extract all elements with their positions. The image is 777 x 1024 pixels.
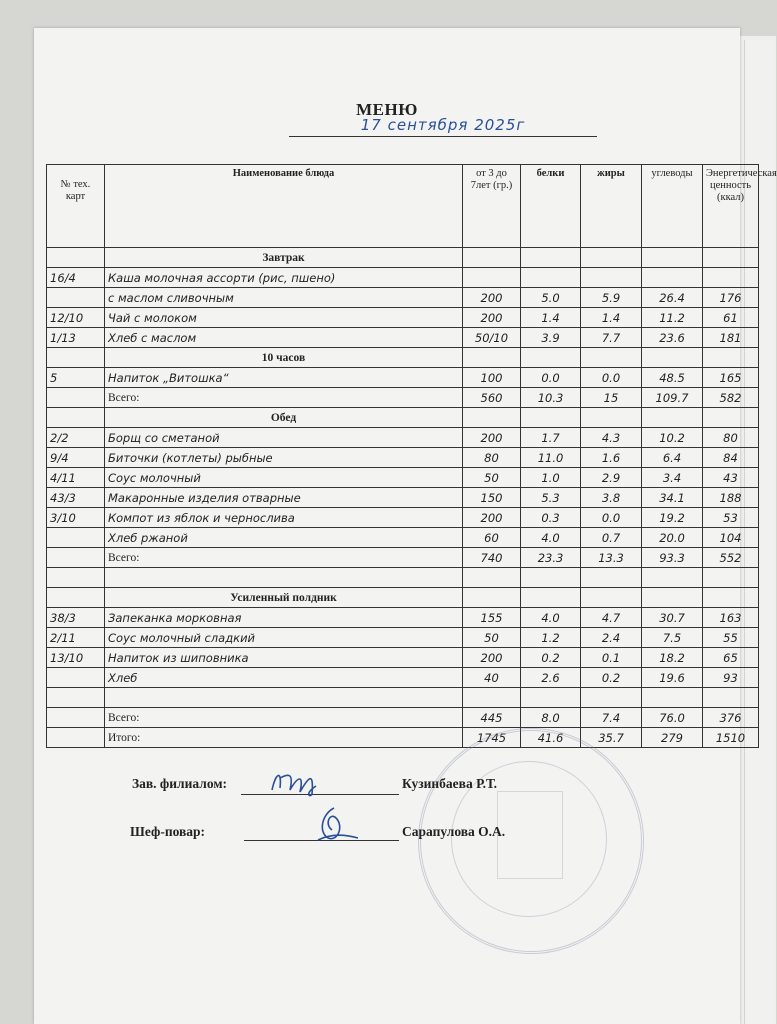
chef-label: Шеф-повар: — [130, 824, 206, 839]
tech-card-number — [47, 668, 105, 688]
table-row — [47, 268, 759, 288]
chef-handwritten-signature — [304, 804, 364, 844]
blank-row — [47, 568, 759, 588]
empty-cell — [642, 588, 703, 608]
energy-value: 80 — [703, 428, 759, 448]
tech-card-number: 2/2 — [47, 428, 105, 448]
energy-value: 176 — [703, 288, 759, 308]
fat-value: 5.9 — [581, 288, 642, 308]
empty-cell — [581, 688, 642, 708]
tech-card-number: 13/10 — [47, 648, 105, 668]
empty-cell — [581, 348, 642, 368]
table-header-row — [47, 165, 759, 248]
empty-cell — [463, 588, 521, 608]
carbs-value: 19.6 — [642, 668, 703, 688]
fat-value: 7.7 — [581, 328, 642, 348]
protein-value: 0.0 — [521, 368, 581, 388]
total-energy: 376 — [703, 708, 759, 728]
round-seal-stamp — [418, 728, 644, 954]
energy-value: 84 — [703, 448, 759, 468]
empty-cell — [581, 248, 642, 268]
portion-value: 50 — [463, 468, 521, 488]
empty-cell — [703, 248, 759, 268]
energy-value: 53 — [703, 508, 759, 528]
menu-date: 17 сентября 2025г — [360, 116, 526, 134]
empty-cell — [703, 348, 759, 368]
total-row — [47, 548, 759, 568]
protein-value — [521, 268, 581, 288]
tech-card-number — [47, 528, 105, 548]
empty-cell — [463, 408, 521, 428]
dish-name: с маслом сливочным — [105, 288, 463, 308]
dish-name: Компот из яблок и чернослива — [105, 508, 463, 528]
portion-value: 200 — [463, 288, 521, 308]
section-title: 10 часов — [105, 348, 463, 368]
empty-cell — [521, 688, 581, 708]
fat-value: 2.4 — [581, 628, 642, 648]
empty-cell — [581, 568, 642, 588]
empty-cell — [581, 588, 642, 608]
protein-value: 5.0 — [521, 288, 581, 308]
carbs-value: 20.0 — [642, 528, 703, 548]
energy-value: 188 — [703, 488, 759, 508]
empty-cell — [521, 568, 581, 588]
carbs-value: 6.4 — [642, 448, 703, 468]
total-label: Всего: — [105, 388, 463, 408]
table-row — [47, 668, 759, 688]
dish-name: Макаронные изделия отварные — [105, 488, 463, 508]
portion-value — [463, 268, 521, 288]
empty-cell — [463, 348, 521, 368]
fat-value: 4.7 — [581, 608, 642, 628]
total-portion: 1745 — [463, 728, 521, 748]
total-row — [47, 388, 759, 408]
total-portion: 445 — [463, 708, 521, 728]
fat-value: 0.0 — [581, 508, 642, 528]
energy-value — [703, 268, 759, 288]
protein-value: 2.6 — [521, 668, 581, 688]
carbs-value — [642, 268, 703, 288]
fat-value: 1.6 — [581, 448, 642, 468]
table-row — [47, 508, 759, 528]
tech-card-number: 5 — [47, 368, 105, 388]
carbs-value: 19.2 — [642, 508, 703, 528]
table-row — [47, 488, 759, 508]
empty-cell — [521, 248, 581, 268]
menu-table — [46, 164, 777, 748]
total-energy: 552 — [703, 548, 759, 568]
tech-card-number: 16/4 — [47, 268, 105, 288]
total-row — [47, 708, 759, 728]
tech-card-number: 43/3 — [47, 488, 105, 508]
carbs-value: 30.7 — [642, 608, 703, 628]
tech-card-number: 1/13 — [47, 328, 105, 348]
fat-value: 0.2 — [581, 668, 642, 688]
carbs-value: 11.2 — [642, 308, 703, 328]
empty-cell — [105, 568, 463, 588]
section-card-cell — [47, 248, 105, 268]
empty-cell — [105, 688, 463, 708]
protein-value: 11.0 — [521, 448, 581, 468]
empty-cell — [521, 588, 581, 608]
empty-cell — [47, 568, 105, 588]
empty-cell — [642, 408, 703, 428]
protein-value: 1.0 — [521, 468, 581, 488]
energy-value: 65 — [703, 648, 759, 668]
total-fat: 35.7 — [581, 728, 642, 748]
table-row — [47, 628, 759, 648]
empty-cell — [642, 688, 703, 708]
head-of-branch-label: Зав. филиалом: — [132, 776, 228, 791]
empty-cell — [463, 568, 521, 588]
empty-cell — [47, 388, 105, 408]
energy-value: 93 — [703, 668, 759, 688]
portion-value: 60 — [463, 528, 521, 548]
tech-card-number: 9/4 — [47, 448, 105, 468]
carbs-value: 48.5 — [642, 368, 703, 388]
energy-value: 61 — [703, 308, 759, 328]
blank-row — [47, 688, 759, 708]
energy-value: 163 — [703, 608, 759, 628]
carbs-value: 18.2 — [642, 648, 703, 668]
carbs-value: 7.5 — [642, 628, 703, 648]
empty-cell — [521, 408, 581, 428]
portion-value: 50 — [463, 628, 521, 648]
total-protein: 41.6 — [521, 728, 581, 748]
total-energy: 582 — [703, 388, 759, 408]
portion-value: 50/10 — [463, 328, 521, 348]
carbs-value: 10.2 — [642, 428, 703, 448]
portion-value: 200 — [463, 428, 521, 448]
portion-value: 80 — [463, 448, 521, 468]
total-label: Всего: — [105, 548, 463, 568]
dish-name: Хлеб ржаной — [105, 528, 463, 548]
header-dish-name: Наименование блюда — [105, 165, 463, 248]
table-row — [47, 428, 759, 448]
energy-value: 55 — [703, 628, 759, 648]
tech-card-number: 3/10 — [47, 508, 105, 528]
section-card-cell — [47, 408, 105, 428]
total-row — [47, 728, 759, 748]
tech-card-number: 38/3 — [47, 608, 105, 628]
empty-cell — [521, 348, 581, 368]
table-row — [47, 528, 759, 548]
carbs-value: 23.6 — [642, 328, 703, 348]
fat-value: 1.4 — [581, 308, 642, 328]
carbs-value: 3.4 — [642, 468, 703, 488]
tech-card-number: 4/11 — [47, 468, 105, 488]
fat-value: 2.9 — [581, 468, 642, 488]
total-protein: 10.3 — [521, 388, 581, 408]
protein-value: 4.0 — [521, 608, 581, 628]
section-row — [47, 248, 759, 268]
protein-value: 1.2 — [521, 628, 581, 648]
section-card-cell — [47, 348, 105, 368]
section-title: Усиленный полдник — [105, 588, 463, 608]
total-carbs: 93.3 — [642, 548, 703, 568]
empty-cell — [47, 688, 105, 708]
dish-name: Хлеб с маслом — [105, 328, 463, 348]
section-title: Завтрак — [105, 248, 463, 268]
fat-value: 0.7 — [581, 528, 642, 548]
total-label: Итого: — [105, 728, 463, 748]
total-carbs: 109.7 — [642, 388, 703, 408]
empty-cell — [703, 408, 759, 428]
empty-cell — [47, 708, 105, 728]
carbs-value: 26.4 — [642, 288, 703, 308]
empty-cell — [463, 688, 521, 708]
head-handwritten-signature — [264, 764, 344, 798]
header-tech-card: № тех. карт — [47, 165, 105, 248]
portion-value: 200 — [463, 648, 521, 668]
fat-value: 0.0 — [581, 368, 642, 388]
empty-cell — [642, 248, 703, 268]
dish-name: Соус молочный — [105, 468, 463, 488]
protein-value: 5.3 — [521, 488, 581, 508]
portion-value: 100 — [463, 368, 521, 388]
menu-table-body — [47, 248, 759, 748]
section-row — [47, 408, 759, 428]
empty-cell — [642, 568, 703, 588]
header-carbs: углеводы — [642, 165, 703, 248]
dish-name: Чай с молоком — [105, 308, 463, 328]
portion-value: 155 — [463, 608, 521, 628]
dish-name: Хлеб — [105, 668, 463, 688]
dish-name: Каша молочная ассорти (рис, пшено) — [105, 268, 463, 288]
empty-cell — [47, 728, 105, 748]
tech-card-number: 12/10 — [47, 308, 105, 328]
date-underline — [289, 136, 597, 137]
protein-value: 0.3 — [521, 508, 581, 528]
protein-value: 1.4 — [521, 308, 581, 328]
protein-value: 1.7 — [521, 428, 581, 448]
total-portion: 740 — [463, 548, 521, 568]
fat-value: 3.8 — [581, 488, 642, 508]
fat-value: 4.3 — [581, 428, 642, 448]
dish-name: Борщ со сметаной — [105, 428, 463, 448]
chef-name: Сарапулова О.А. — [402, 824, 506, 839]
portion-value: 200 — [463, 508, 521, 528]
carbs-value: 34.1 — [642, 488, 703, 508]
header-fat: жиры — [581, 165, 642, 248]
dish-name: Запеканка морковная — [105, 608, 463, 628]
total-fat: 7.4 — [581, 708, 642, 728]
empty-cell — [642, 348, 703, 368]
total-fat: 15 — [581, 388, 642, 408]
energy-value: 104 — [703, 528, 759, 548]
portion-value: 200 — [463, 308, 521, 328]
total-portion: 560 — [463, 388, 521, 408]
empty-cell — [463, 248, 521, 268]
table-row — [47, 448, 759, 468]
empty-cell — [47, 548, 105, 568]
section-row — [47, 588, 759, 608]
empty-cell — [703, 688, 759, 708]
section-card-cell — [47, 588, 105, 608]
fat-value — [581, 268, 642, 288]
fat-value: 0.1 — [581, 648, 642, 668]
table-row — [47, 608, 759, 628]
energy-value: 43 — [703, 468, 759, 488]
empty-cell — [703, 588, 759, 608]
total-carbs: 279 — [642, 728, 703, 748]
tech-card-number — [47, 288, 105, 308]
total-label: Всего: — [105, 708, 463, 728]
table-row — [47, 288, 759, 308]
document-title: МЕНЮ — [356, 100, 418, 119]
table-row — [47, 308, 759, 328]
head-of-branch-name: Кузинбаева Р.Т. — [402, 776, 498, 791]
tech-card-number: 2/11 — [47, 628, 105, 648]
total-carbs: 76.0 — [642, 708, 703, 728]
total-protein: 8.0 — [521, 708, 581, 728]
total-protein: 23.3 — [521, 548, 581, 568]
section-title: Обед — [105, 408, 463, 428]
empty-cell — [703, 568, 759, 588]
empty-cell — [581, 408, 642, 428]
portion-value: 40 — [463, 668, 521, 688]
table-row — [47, 468, 759, 488]
portion-value: 150 — [463, 488, 521, 508]
protein-value: 0.2 — [521, 648, 581, 668]
table-row — [47, 648, 759, 668]
dish-name: Биточки (котлеты) рыбные — [105, 448, 463, 468]
dish-name: Соус молочный сладкий — [105, 628, 463, 648]
protein-value: 3.9 — [521, 328, 581, 348]
total-fat: 13.3 — [581, 548, 642, 568]
section-row — [47, 348, 759, 368]
total-energy: 1510 — [703, 728, 759, 748]
table-row — [47, 328, 759, 348]
header-protein: белки — [521, 165, 581, 248]
energy-value: 181 — [703, 328, 759, 348]
dish-name: Напиток „Витошка“ — [105, 368, 463, 388]
dish-name: Напиток из шиповника — [105, 648, 463, 668]
protein-value: 4.0 — [521, 528, 581, 548]
menu-sheet — [34, 28, 777, 1024]
header-energy: Энергетическая ценность (ккал) — [703, 165, 759, 248]
energy-value: 165 — [703, 368, 759, 388]
header-portion: от 3 до 7лет (гр.) — [463, 165, 521, 248]
table-row — [47, 368, 759, 388]
